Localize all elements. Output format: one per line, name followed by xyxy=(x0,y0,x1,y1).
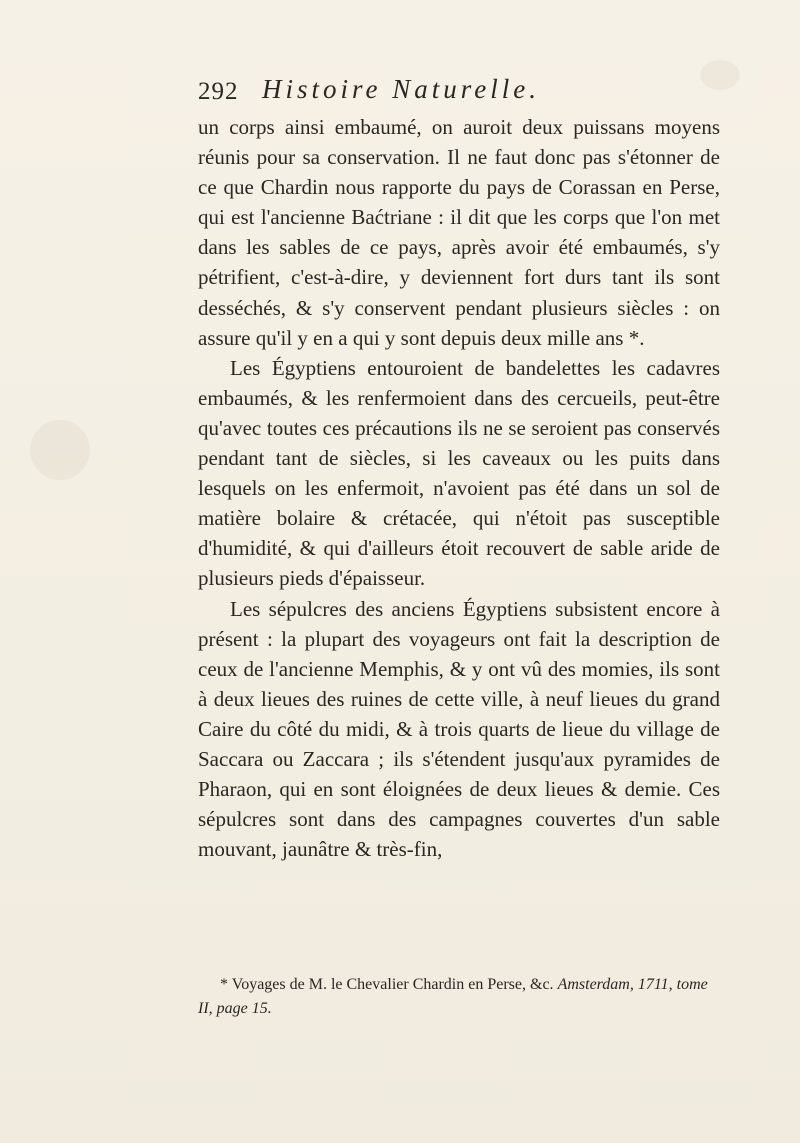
paper-stain xyxy=(700,60,740,90)
paragraph: un corps ainsi embaumé, on auroit deux puissans moyens réunis pour sa conservation. Il ne faut donc pas s'étonner de ce que Chardin nous rapporte du pays de Corassan en Perse, qui est l'ancienne Baćtriane : il dit que les corps que l'on met dans les sables de ce pays, après avoir été embaumés, s'y pétrifient, c'est-à-dire, y deviennent fort durs tant ils sont desséchés, & s'y conservent pendant plusieurs siècles : on assure qu'il y en a qui y sont depuis deux mille ans *. xyxy=(198,115,720,350)
footnote xyxy=(198,973,720,1021)
footnote-citation: Amsterdam, 1711, tome II, page 15. xyxy=(198,976,708,1017)
body-text xyxy=(198,112,720,864)
footnote-line xyxy=(198,973,720,1021)
paper-stain xyxy=(30,420,90,480)
page-number: 292 xyxy=(198,78,239,105)
running-title: Histoire Naturelle. xyxy=(262,74,540,104)
paragraph: Les Égyptiens entouroient de bandelettes les cadavres embaumés, & les renfermoient dans des cercueils, peut-être qu'avec toutes ces précautions ils ne se seroient pas conservés pendant tant de siècles, si les caveaux ou les puits dans lesquels on les enfermoit, n'avoient pas été dans un sol de matière bolaire & crétacée, qui n'étoit pas susceptible d'humidité, & qui d'ailleurs étoit recouvert de sable aride de plusieurs pieds d'épaisseur. xyxy=(198,355,720,591)
footnote-text: * Voyages de M. le Chevalier Chardin en Perse, &c. xyxy=(220,976,554,993)
page-header xyxy=(198,74,668,110)
paragraph: Les sépulcres des anciens Égyptiens subsistent encore à présent : la plupart des voyageurs ont fait la description de ceux de l'ancienne Memphis, & y ont vû des momies, ils sont à deux lieues des ruines de cette ville, à neuf lieues du grand Caire du côté du midi, & à trois quarts de lieue du village de Saccara ou Zaccara ; ils s'étendent jusqu'aux pyramides de Pharaon, qui en sont éloignées de deux lieues & demie. Ces sépulcres sont dans des campagnes couvertes d'un sable mouvant, jaunâtre & très-fin, xyxy=(198,596,720,862)
